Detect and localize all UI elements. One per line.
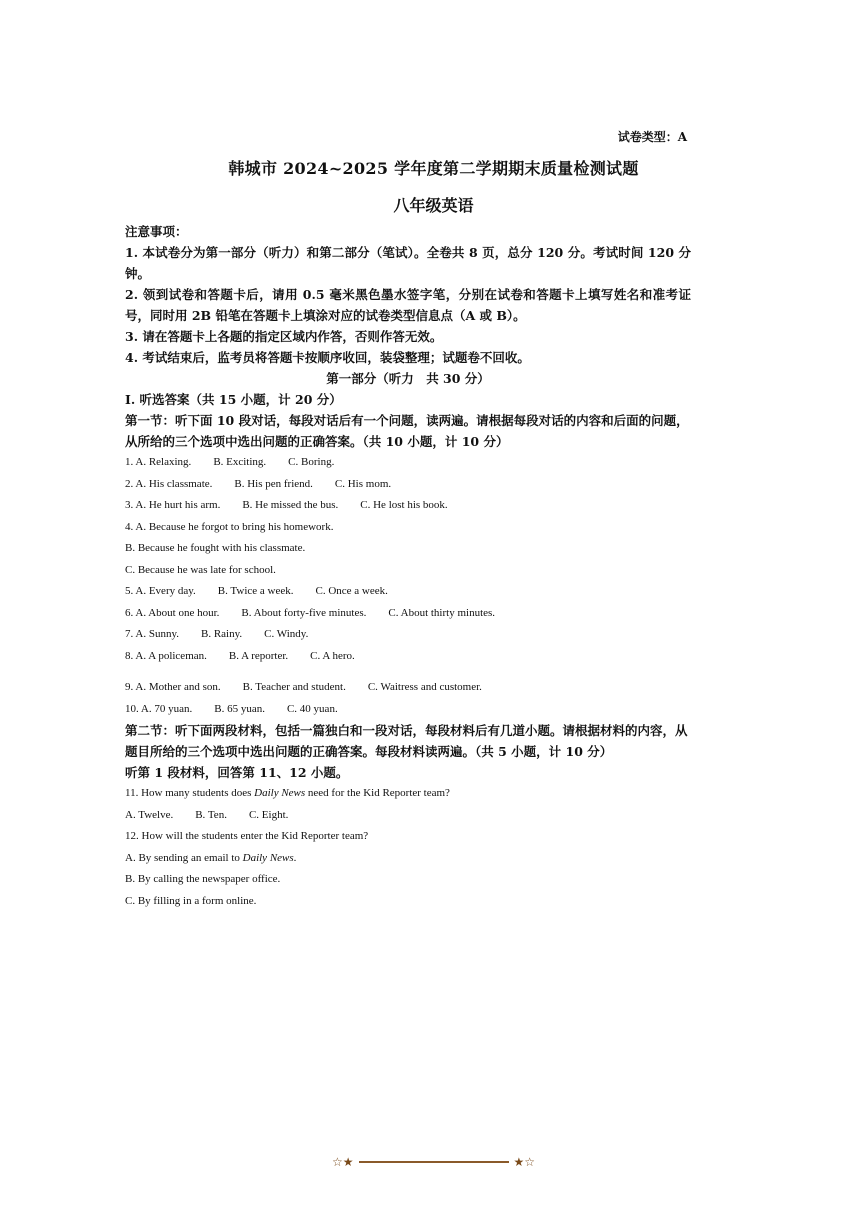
question-3: [125, 495, 691, 517]
option-italic: Daily News: [242, 851, 294, 864]
option: C. Once a week.: [315, 585, 388, 597]
option: A. Twelve.: [125, 808, 174, 821]
option: 6. A. About one hour.: [125, 606, 220, 619]
exam-body: [125, 221, 691, 912]
question-4-option-c: C. Because he was late for school.: [125, 563, 276, 576]
exam-subtitle: 八年级英语: [393, 196, 474, 215]
paper-type-label: 试卷类型：A: [617, 130, 687, 144]
question-2: [125, 474, 691, 496]
question-11-stem: [125, 783, 691, 805]
note-item: 3. 请在答题卡上各题的指定区域内作答，否则作答无效。: [125, 329, 443, 344]
question-12-option-c: C. By filling in a form online.: [125, 894, 257, 907]
option: 1. A. Relaxing.: [125, 456, 192, 468]
option: 9. A. Mother and son.: [125, 681, 221, 693]
stem-italic: Daily News: [254, 787, 306, 799]
option: C. Windy.: [264, 628, 309, 640]
option: 2. A. His classmate.: [125, 477, 213, 490]
question-4-option-b: B. Because he fought with his classmate.: [125, 542, 306, 554]
stem-text: 11. How many students does: [125, 787, 255, 799]
part1-heading: 第一部分（听力 共 30 分）: [326, 371, 490, 386]
option: 8. A. A policeman.: [125, 649, 207, 662]
question-7: [125, 624, 691, 646]
option: C. About thirty minutes.: [388, 606, 496, 619]
question-1: [125, 452, 691, 474]
option: B. Rainy.: [201, 628, 243, 640]
note-item: 1. 本试卷分为第一部分（听力）和第二部分（笔试）。全卷共 8 页，总分 120 分。考试时间 120 分钟。: [125, 245, 691, 281]
page-footer: [0, 1151, 867, 1170]
option-text: .: [293, 851, 297, 864]
notes-section: [125, 221, 691, 368]
option: C. 40 yuan.: [286, 702, 338, 715]
section-heading: Ⅰ. 听选答案（共 15 小题，计 20 分）: [125, 392, 342, 407]
option: C. Eight.: [248, 808, 289, 821]
question-5: [125, 581, 691, 603]
star-icon: ★☆: [513, 1155, 536, 1169]
option: B. 65 yuan.: [214, 702, 265, 715]
option: C. Waitress and customer.: [367, 681, 482, 693]
star-icon: ☆★: [331, 1155, 354, 1169]
option: B. About forty-five minutes.: [241, 606, 367, 619]
option: B. Twice a week.: [217, 585, 294, 597]
divider-line: [359, 1161, 509, 1163]
option: 5. A. Every day.: [125, 585, 196, 597]
question-10: [125, 699, 691, 721]
question-8: [125, 646, 691, 668]
note-item: 2. 领到试卷和答题卡后，请用 0.5 毫米黑色墨水签字笔，分别在试卷和答题卡上填写姓名和准考证号，同时用 2B 铅笔在答题卡上填涂对应的试卷类型信息点（A 或 B）。: [125, 287, 691, 323]
option: C. His mom.: [334, 477, 392, 490]
section1-instructions: 第一节：听下面 10 段对话，每段对话后有一个问题，读两遍。请根据每段对话的内容和后面的问题，从所给的三个选项中选出问题的正确答案。（共 10 小题，计 10 分）: [125, 413, 689, 449]
question-12-stem: 12. How will the students enter the Kid Reporter team?: [125, 830, 369, 842]
question-12-option-a: [125, 848, 691, 870]
footer-ornament: [332, 1156, 535, 1168]
question-12-option-b: B. By calling the newspaper office.: [125, 873, 281, 885]
option: C. He lost his book.: [360, 499, 448, 511]
exam-title: 韩城市 2024~2025 学年度第二学期期末质量检测试题: [228, 159, 639, 178]
option: C. A hero.: [310, 649, 355, 662]
option: C. Boring.: [288, 456, 335, 468]
option: 10. A. 70 yuan.: [125, 702, 193, 715]
question-4-option-a: 4. A. Because he forgot to bring his homework.: [125, 520, 334, 533]
note-item: 4. 考试结束后，监考员将答题卡按顺序收回，装袋整理；试题卷不回收。: [125, 350, 530, 365]
option: B. Teacher and student.: [242, 681, 346, 693]
material-1-heading: 听第 1 段材料，回答第 11、12 小题。: [125, 765, 349, 780]
question-6: [125, 603, 691, 625]
option-text: A. By sending an email to: [125, 851, 243, 864]
option: B. A reporter.: [228, 649, 289, 662]
notes-heading: 注意事项：: [125, 224, 188, 239]
option: B. Exciting.: [213, 456, 267, 468]
section2-instructions: 第二节：听下面两段材料，包括一篇独白和一段对话，每段材料后有几道小题。请根据材料的内容，从题目所给的三个选项中选出问题的正确答案。每段材料读两遍。（共 5 小题，计 10 分）: [125, 723, 688, 759]
option: B. He missed the bus.: [242, 499, 339, 511]
option: 7. A. Sunny.: [125, 628, 179, 640]
option: 3. A. He hurt his arm.: [125, 499, 221, 511]
question-9: [125, 677, 691, 699]
option: B. Ten.: [195, 808, 227, 821]
option: B. His pen friend.: [234, 477, 313, 490]
stem-text: need for the Kid Reporter team?: [305, 787, 450, 799]
question-11-options: [125, 805, 691, 827]
